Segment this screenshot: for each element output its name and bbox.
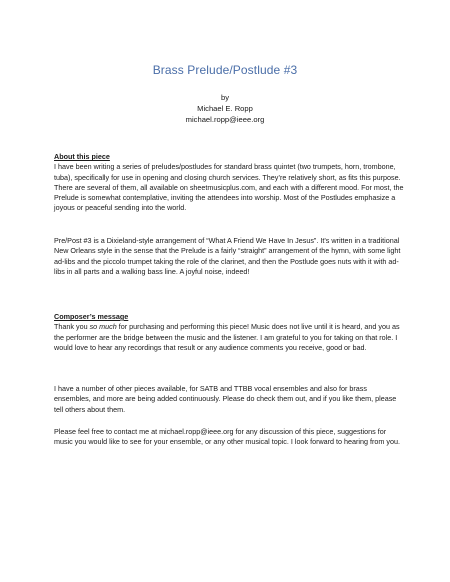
about-section — [54, 152, 404, 214]
composer-section — [54, 312, 404, 353]
about-paragraph-1: I have been writing a series of preludes/postludes for standard brass quintet (two trumpets, horn, trombone, tuba), specifically for use in opening and closing church services. They’re relatively short, as fits this purpose. There are several of them, all available on sheetmusicplus.com, and each with a different mood. For most, the Prelude is somewhat contemplative, inviting the attendees into worship. Most of the Postludes emphasize a joyous or peaceful sending into the world. — [54, 162, 404, 213]
composer-heading: Composer’s message — [54, 312, 129, 321]
composer-paragraph-3: Please feel free to contact me at michael.ropp@ieee.org for any discussion of this piece, suggestions for music you would like to see for your ensemble, or any other musical topic. I look forward to hearing from you. — [54, 427, 400, 447]
composer-paragraph-2-block — [54, 384, 404, 415]
composer-paragraph-2: I have a number of other pieces available, for SATB and TTBB vocal ensembles and also for brass ensembles, and more are being added continuously. Please do check them out, and if you like them, please tell others about them. — [54, 384, 397, 414]
composer-paragraph-3-block — [54, 427, 404, 448]
about-paragraph-2: Pre/Post #3 is a Dixieland-style arrangement of “What A Friend We Have In Jesus”. It’s written in a traditional New Orleans style in the sense that the Prelude is a fairly “straight” arrangement of the hymn, with some light ad-libs and the piccolo trumpet taking the role of the clarinet, and then the Postlude goes nuts with it with ad-libs in all parts and a walking bass line. A joyful noise, indeed! — [54, 236, 401, 276]
author-email: michael.ropp@ieee.org — [185, 115, 265, 124]
about-paragraph-2-block — [54, 236, 404, 277]
composer-p1-after: for purchasing and performing this piece! Music does not live until it is heard, and you as the performer are the bridge between the music and the listener. I am grateful to you for taking on that role. I would love to hear any recordings that result or any audience comments you receive, good or bad. — [54, 322, 400, 352]
composer-paragraph-1 — [54, 322, 404, 353]
composer-p1-italic: so much — [89, 322, 117, 332]
about-heading: About this piece — [54, 152, 110, 161]
byline-by: by — [220, 93, 230, 102]
author-name: Michael E. Ropp — [197, 104, 253, 113]
document-title: Brass Prelude/Postlude #3 — [152, 63, 298, 77]
composer-p1-before: Thank you — [54, 322, 90, 332]
